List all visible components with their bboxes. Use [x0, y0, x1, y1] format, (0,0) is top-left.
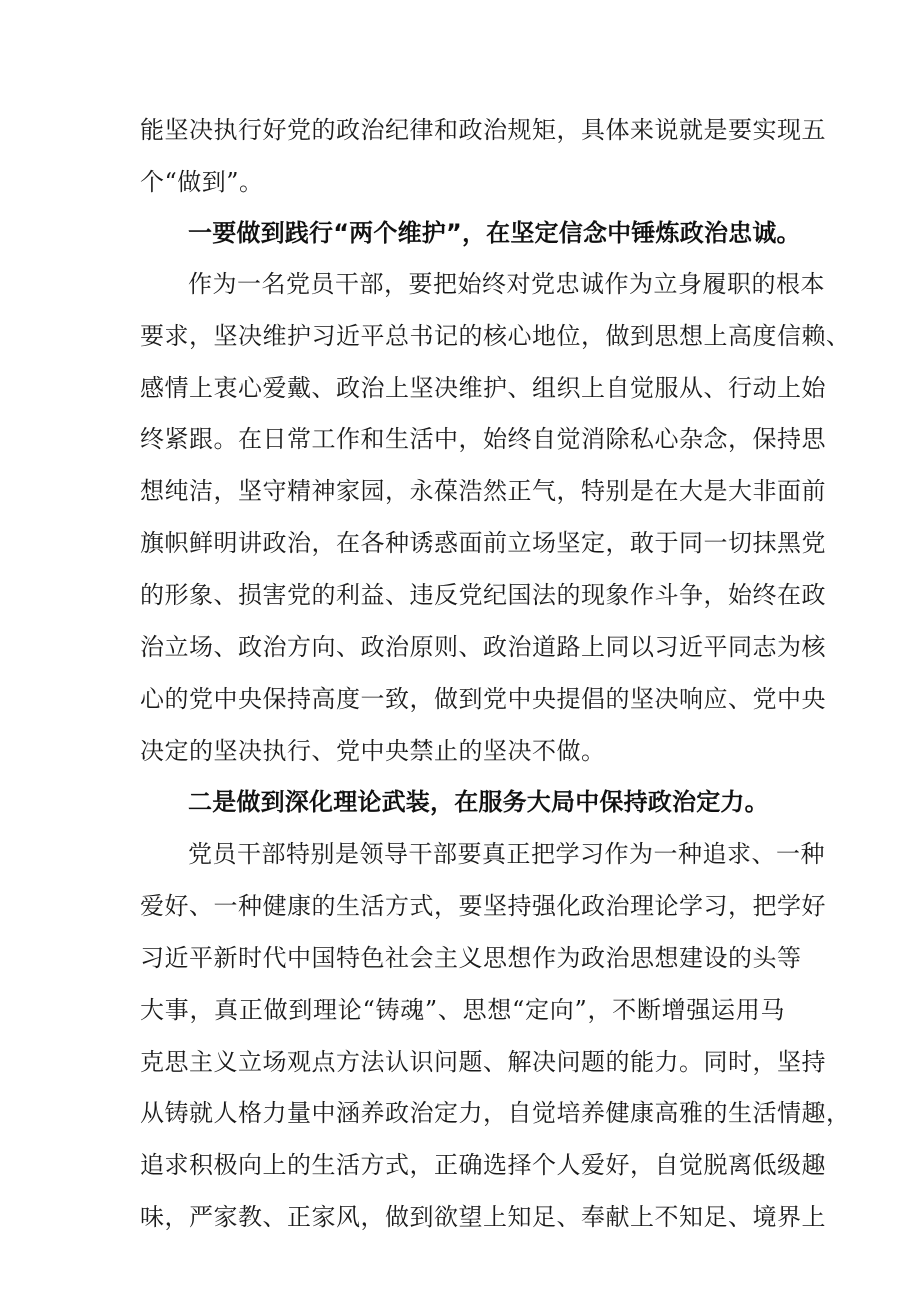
paragraph-line: 追求积极向上的生活方式，正确选择个人爱好，自觉脱离低级趣: [140, 1151, 826, 1179]
paragraph-line: 大事，真正做到理论“铸魂”、思想“定向”，不断增强运用马: [140, 996, 785, 1024]
paragraph-line: 能坚决执行好党的政治纪律和政治规矩，具体来说就是要实现五: [140, 116, 826, 144]
section-heading-2: 二是做到深化理论武装，在服务大局中保持政治定力。: [188, 788, 769, 816]
paragraph-line: 的形象、损害党的利益、违反党纪国法的现象作斗争，始终在政: [140, 581, 826, 609]
paragraph-line: 心的党中央保持高度一致，做到党中央提倡的坚决响应、党中央: [140, 685, 826, 713]
paragraph-line: 味，严家教、正家风，做到欲望上知足、奉献上不知足、境界上: [140, 1203, 826, 1231]
paragraph-line: 感情上衷心爱戴、政治上坚决维护、组织上自觉服从、行动上始: [140, 374, 826, 402]
paragraph-line: 治立场、政治方向、政治原则、政治道路上同以习近平同志为核: [140, 633, 826, 661]
paragraph-line: 从铸就人格力量中涵养政治定力，自觉培养健康高雅的生活情趣，: [140, 1099, 851, 1127]
paragraph-line: 党员干部特别是领导干部要真正把学习作为一种追求、一种: [188, 840, 825, 868]
paragraph-line: 旗帜鲜明讲政治，在各种诱惑面前立场坚定，敢于同一切抹黑党: [140, 529, 826, 557]
paragraph-line: 想纯洁，坚守精神家园，永葆浩然正气，特别是在大是大非面前: [140, 477, 826, 505]
paragraph-line: 习近平新时代中国特色社会主义思想作为政治思想建设的头等: [140, 944, 802, 972]
paragraph-line: 作为一名党员干部，要把始终对党忠诚作为立身履职的根本: [188, 270, 825, 298]
paragraph-line: 终紧跟。在日常工作和生活中，始终自觉消除私心杂念，保持思: [140, 425, 826, 453]
paragraph-line: 爱好、一种健康的生活方式，要坚持强化政治理论学习，把学好: [140, 892, 826, 920]
paragraph-line: 决定的坚决执行、党中央禁止的坚决不做。: [140, 737, 606, 765]
section-heading-1: 一要做到践行“两个维护”，在坚定信念中锤炼政治忠诚。: [188, 219, 801, 247]
paragraph-line: 要求，坚决维护习近平总书记的核心地位，做到思想上高度信赖、: [140, 322, 851, 350]
paragraph-line: 克思主义立场观点方法认识问题、解决问题的能力。同时，坚持: [140, 1048, 826, 1076]
paragraph-line: 个“做到”。: [140, 168, 264, 196]
